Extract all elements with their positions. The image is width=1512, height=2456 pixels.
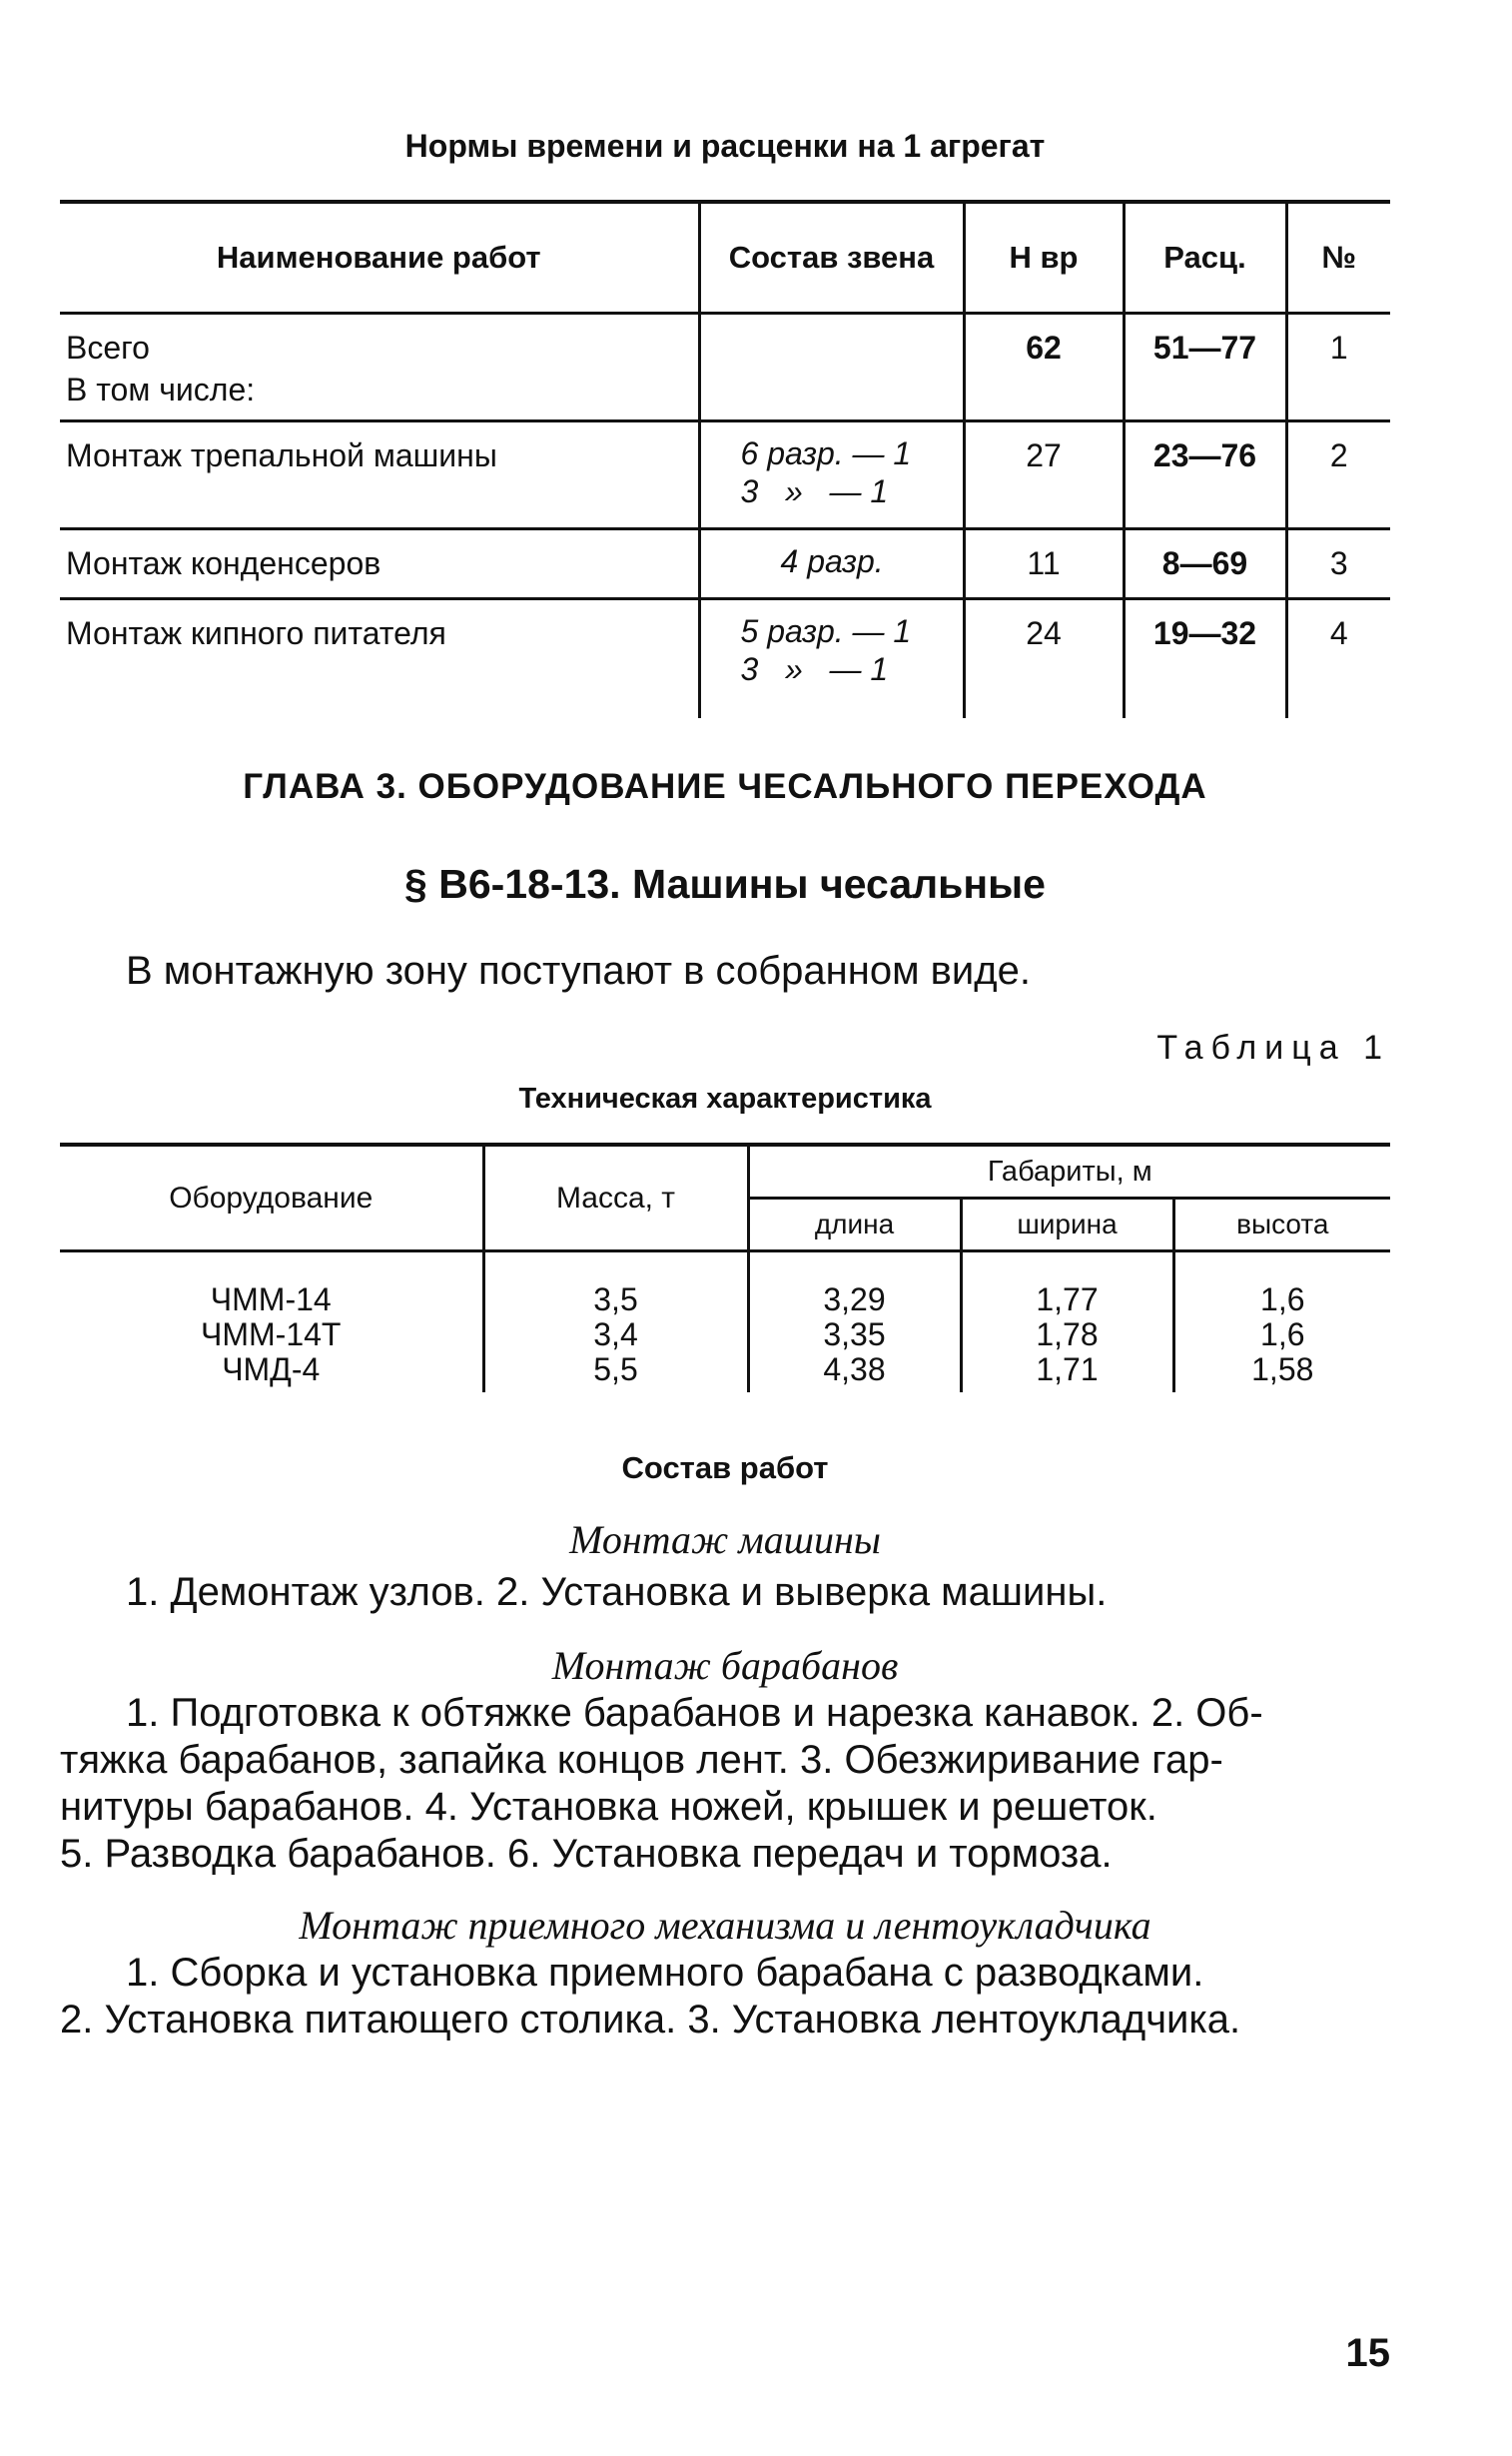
chapter-title: ГЛАВА 3. ОБОРУДОВАНИЕ ЧЕСАЛЬНОГО ПЕРЕХОДА [243,767,1207,806]
work-text-line: тяжка барабанов, запайка концов лент. 3. Обезжиривание гар- [60,1738,1223,1782]
work-text-line: 1. Демонтаж узлов. 2. Установка и выверка машины. [126,1570,1108,1614]
length-values: 3,29 3,35 4,38 [748,1251,961,1393]
intro-text: В монтажную зону поступают в собранном виде. [126,949,1031,993]
table-row [60,599,1390,719]
table-row [60,529,1390,599]
time-norm: 62 [964,314,1124,421]
header-height: высота [1173,1199,1390,1251]
norms-header-row [60,202,1390,314]
crew-line: 3 » — 1 [740,473,889,509]
rate: 8—69 [1124,529,1286,599]
rate: 51—77 [1124,314,1286,421]
work-heading: Монтаж приемного механизма и лентоукладчика [299,1903,1151,1948]
work-text-line: 1. Подготовка к обтяжке барабанов и нарезка канавок. 2. Об- [126,1691,1263,1735]
row-number: 3 [1286,529,1390,599]
work-name: Монтаж конденсеров [60,529,699,599]
header-dimensions: Габариты, м [748,1145,1390,1199]
header-equipment: Оборудование [60,1145,483,1251]
page-number: 15 [1345,2331,1390,2375]
work-text-line: 2. Установка питающего столика. 3. Установка лентоукладчика. [60,1998,1241,2042]
header-number: № [1286,202,1390,314]
crew-cell [699,599,964,719]
section-title: § В6-18-13. Машины чесальные [404,861,1046,907]
header-mass: Масса, т [483,1145,748,1251]
work-name: Монтаж кипного питателя [60,599,699,719]
work-text-line: нитуры барабанов. 4. Установка ножей, крышек и решеток. [60,1785,1157,1829]
tech-header-row [60,1145,1390,1199]
height-values: 1,6 1,6 1,58 [1173,1251,1390,1393]
work-heading: Монтаж машины [569,1517,881,1562]
table-label: Таблица 1 [1156,1029,1390,1067]
norms-title: Нормы времени и расценки на 1 агрегат [404,128,1046,164]
works-title: Состав работ [621,1450,829,1485]
row-number: 4 [1286,599,1390,719]
crew-cell [699,314,964,421]
header-time-norm: Н вр [964,202,1124,314]
rate: 19—32 [1124,599,1286,719]
tech-table [60,1143,1390,1392]
header-rate: Расц. [1124,202,1286,314]
header-crew: Состав звена [699,202,964,314]
table-row [60,421,1390,529]
rate: 23—76 [1124,421,1286,529]
crew-line: 3 » — 1 [740,651,889,687]
crew-line: 5 разр. — 1 [740,613,912,649]
width-values: 1,77 1,78 1,71 [961,1251,1173,1393]
row-number: 2 [1286,421,1390,529]
norms-table [60,200,1390,718]
row-number: 1 [1286,314,1390,421]
crew-line: 4 разр. [699,529,964,599]
work-heading: Монтаж барабанов [551,1643,899,1688]
crew-cell [699,421,964,529]
table-row [60,314,1390,421]
time-norm: 24 [964,599,1124,719]
header-work-name: Наименование работ [60,202,699,314]
work-text-line: 5. Разводка барабанов. 6. Установка передач и тормоза. [60,1832,1113,1876]
header-width: ширина [961,1199,1173,1251]
work-text-line: 1. Сборка и установка приемного барабана с разводками. [126,1951,1204,1995]
header-length: длина [748,1199,961,1251]
time-norm: 27 [964,421,1124,529]
mass-values: 3,5 3,4 5,5 [483,1251,748,1393]
work-name: Монтаж трепальной машины [60,421,699,529]
time-norm: 11 [964,529,1124,599]
work-name-cell [60,314,699,421]
table-row [60,1251,1390,1393]
work-name: Всего [66,330,150,366]
crew-line: 6 разр. — 1 [740,435,912,471]
tech-title: Техническая характеристика [518,1083,932,1115]
equipment-values: ЧММ-14 ЧММ-14Т ЧМД-4 [201,1281,342,1387]
work-name-sub: В том числе: [66,372,256,408]
